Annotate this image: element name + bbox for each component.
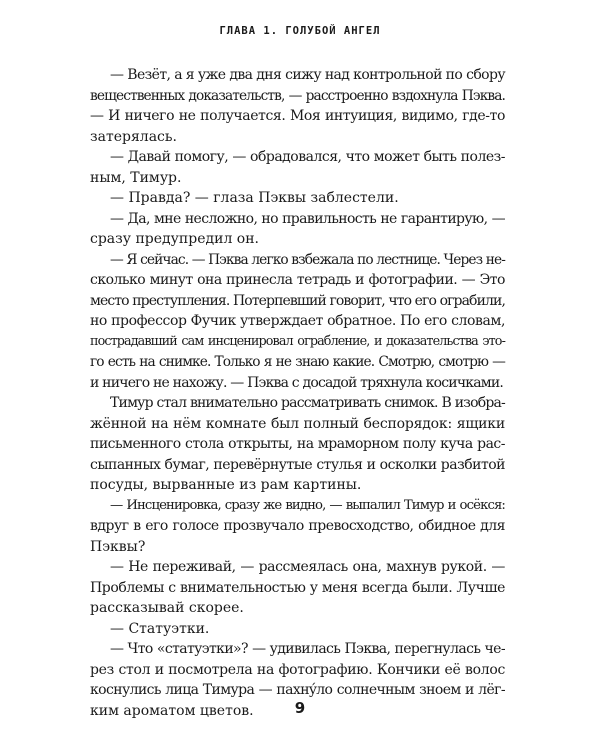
- body-text: [90, 65, 505, 721]
- text-line: Тимур стал внимательно рассматривать снимок. В изобра-: [110, 395, 505, 411]
- text-line: — Давай помогу, — обрадовался, что может быть полез-: [110, 149, 505, 165]
- text-line: — Статуэтки.: [110, 620, 210, 637]
- text-line: — Я сейчас. — Пэква легко взбежала по лестнице. Через не-: [110, 251, 505, 268]
- text-line: вдруг в его голосе прозвучало превосходство, обидное для: [90, 518, 505, 534]
- text-line: сколько минут она принесла тетрадь и фотографии. — Это: [90, 272, 505, 288]
- text-line: ким ароматом цветов.: [90, 702, 254, 719]
- text-line: Пэквы?: [90, 538, 146, 555]
- text-line: жённой на нём комнате был полный беспорядок: ящики: [90, 415, 505, 432]
- text-line: коснулись лица Тимура — пахнýло солнечным зноем и лёг-: [90, 682, 505, 698]
- page-number: 9: [294, 699, 306, 717]
- text-line: — Инсценировка, сразу же видно, — выпалил Тимур и осёкся:: [110, 497, 505, 513]
- text-line: затерялась.: [90, 128, 177, 145]
- text-line: ным, Тимур.: [90, 169, 182, 186]
- text-line: — И ничего не получается. Моя интуиция, видимо, где-то: [90, 108, 505, 124]
- text-line: го есть на снимке. Только я не знаю какие. Смотрю, смотрю —: [90, 354, 505, 370]
- text-line: письменного стола открыты, на мраморном полу куча рас-: [90, 436, 505, 452]
- text-line: рез стол и посмотрела на фотографию. Кончики её волос: [90, 661, 505, 678]
- text-line: вещественных доказательств, — расстроенно вздохнула Пэква.: [90, 87, 505, 104]
- text-line: посуды, вырванные из рам картины.: [90, 477, 362, 493]
- text-line: — Что «статуэтки»? — удивилась Пэква, перегнулась че-: [110, 641, 505, 657]
- text-line: — Правда? — глаза Пэквы заблестели.: [110, 190, 399, 206]
- text-line: Проблемы с внимательностью у меня всегда были. Лучше: [90, 579, 505, 596]
- text-line: — Не переживай, — рассмеялась она, махнув рукой. —: [110, 559, 505, 575]
- text-line: но профессор Фучик утверждает обратное. По его словам,: [90, 313, 505, 329]
- text-line: место преступления. Потерпевший говорит, что его ограбили,: [90, 292, 505, 309]
- text-line: и ничего не нахожу. — Пэква с досадой тряхнула косичками.: [90, 374, 504, 391]
- text-line: — Везёт, а я уже два дня сижу над контрольной по сбору: [110, 67, 505, 83]
- running-head: ГЛАВА 1. ГОЛУБОЙ АНГЕЛ: [219, 25, 381, 37]
- text-line: пострадавший сам инсценировал ограбление, и доказательства это-: [90, 333, 505, 349]
- text-line: рассказывай скорее.: [90, 600, 244, 616]
- text-line: сразу предупредил он.: [90, 231, 259, 247]
- text-line: сыпанных бумаг, перевёрнутые стулья и осколки разбитой: [90, 456, 505, 473]
- text-line: — Да, мне несложно, но правильность не гарантирую, —: [110, 210, 505, 227]
